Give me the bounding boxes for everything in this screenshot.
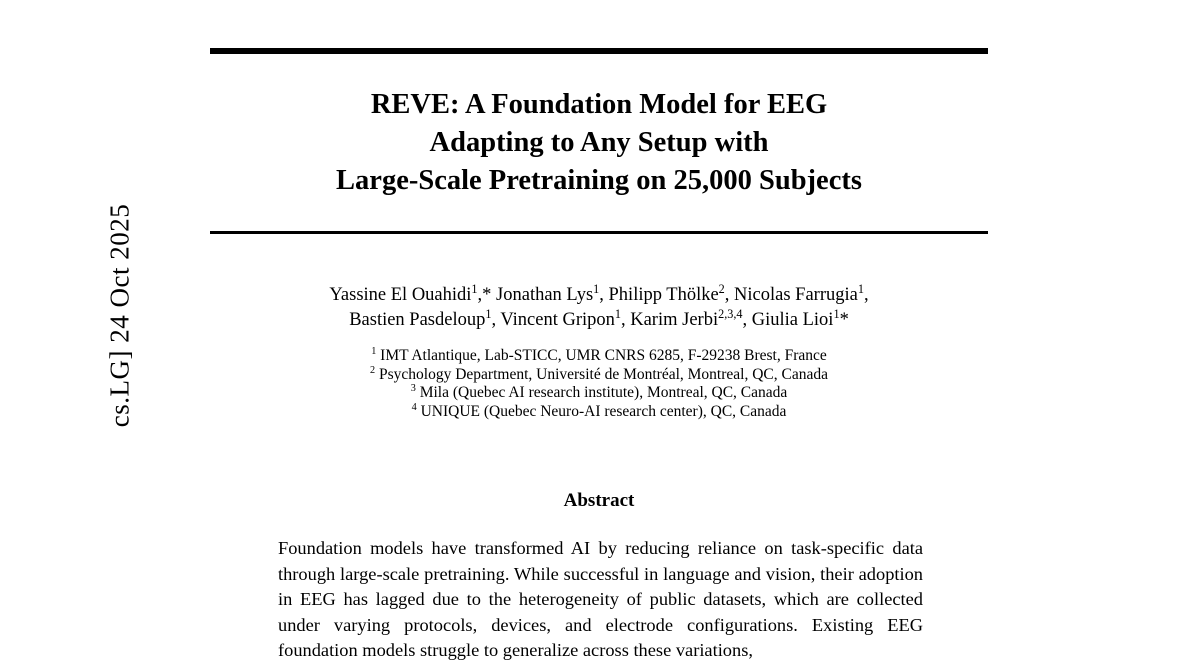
author-line-2: Bastien Pasdeloup$^1$, Vincent Gripon$^1$, Karim Jerbi$^{2,3,4}$, Giulia Lioi$^1$* (349, 306, 849, 330)
title-bottom-rule (210, 231, 988, 234)
title-line-3: Large-Scale Pretraining on 25,000 Subjects (336, 165, 862, 196)
affiliation-line-2: $^2$ Psychology Department, Université de Montréal, Montreal, QC, Canada (370, 364, 828, 383)
affiliation-line-3: $^3$ Mila (Quebec AI research institute), Montreal, QC, Canada (410, 382, 788, 401)
page-title (210, 86, 988, 200)
title-line-2: Adapting to Any Setup with (429, 127, 769, 158)
arxiv-vertical-stamp (0, 0, 135, 648)
title-top-rule (210, 48, 988, 54)
abstract-body (278, 536, 923, 664)
abstract-heading: Abstract (563, 490, 635, 511)
title-line-1: REVE: A Foundation Model for EEG (370, 89, 828, 120)
affiliation-line-4: $^4$ UNIQUE (Quebec Neuro-AI research center), QC, Canada (411, 401, 787, 420)
author-line-1: Yassine El Ouahidi$^1$,* Jonathan Lys$^1$, Philipp Thölke$^2$, Nicolas Farrugia$^1$, (329, 281, 869, 305)
paper-page (210, 0, 990, 661)
abstract-paragraph: Foundation models have transformed AI by reducing reliance on task-specific data through large-scale pretraining. While successful in language and vision, their adoption in EEG has lagged due to the heterogeneity of public datasets, which are collected under varying protocols, devices, and electrode configurations. Existing EEG foundation models struggle to generalize across these variations, (278, 538, 923, 661)
affiliation-list (210, 347, 988, 421)
author-list (210, 283, 988, 333)
affiliation-line-1: $^1$ IMT Atlantique, Lab-STICC, UMR CNRS 6285, F-29238 Brest, France (371, 345, 827, 364)
arxiv-stamp-text: cs.LG] 24 Oct 2025 (104, 203, 135, 428)
